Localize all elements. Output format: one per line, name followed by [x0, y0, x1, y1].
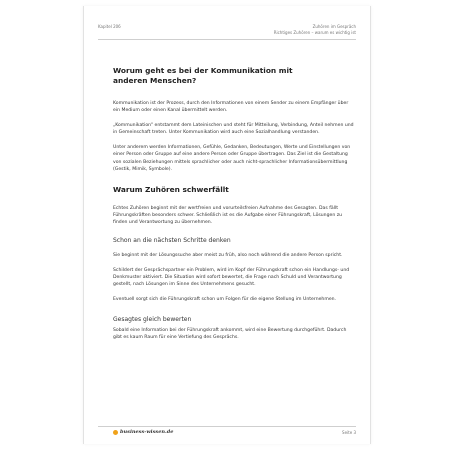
paragraph: Sobald eine Information bei der Führungskraft ankommt, wird eine Bewertung durchgeführt. Dadurch gibt es kaum Raum für eine Vertiefung des Gesprächs.: [113, 327, 347, 340]
brand-logo: [113, 429, 173, 435]
logo-dot-icon: [113, 430, 118, 435]
header-divider: [98, 39, 356, 40]
section-heading-kommunikation: Worum geht es bei der Kommunikation mit anderen Menschen?: [113, 66, 293, 85]
running-header: [274, 24, 356, 36]
paragraph: Unter anderem werden Informationen, Gefühle, Gedanken, Bedeutungen, Werte und Einstellungen von einer Person oder Gruppe auf eine andere Person oder Gruppe übertragen. Das Ziel ist die Gestaltung von sozialen Beziehungen mittels sprachlicher oder auch nicht-sprachlicher Informationsübermittlung (Gestik, Mimik, Symbole).: [113, 145, 351, 172]
paragraph: Schildert der Gesprächspartner ein Problem, wird im Kopf der Führungskraft schon ein Handlungs- und Denkmuster aktiviert. Die Situation wird sofort bewertet, die Frage nach Schuld und Verantwortung gestellt, nach Lösungen im Sinne des Unternehmens gesucht.: [113, 268, 350, 288]
footer-divider: [98, 426, 356, 427]
section-heading-zuhoeren: Warum Zuhören schwerfällt: [113, 184, 229, 194]
chapter-label: Kapitel 206: [98, 24, 121, 29]
page-number: Seite 3: [342, 430, 356, 435]
paragraph: Echtes Zuhören beginnt mit der wertfreien und vorurteilsfreien Aufnahme des Gesagten. Das fällt Führungskräften besonders schwer. Schließlich ist es die Aufgabe einer Führungskraft, Lösungen zu finden und Verantwortung zu übernehmen.: [113, 205, 343, 225]
logo-text: business-wissen.de: [120, 429, 174, 435]
paragraph: Sie beginnt mit der Lösungssuche aber meist zu früh, also noch während die andere Person spricht.: [113, 253, 343, 259]
page-content: [113, 66, 356, 341]
subsection-heading-naechste-schritte: Schon an die nächsten Schritte denken: [113, 237, 231, 245]
running-header-title: Zuhören im Gespräch: [312, 24, 356, 29]
subsection-heading-bewerten: Gesagtes gleich bewerten: [113, 315, 192, 323]
paragraph: „Kommunikation“ entstammt dem Lateinischen und steht für Mitteilung, Verbindung, Anteil nehmen und in Gemeinschaft treten. Unter Kommunikation wird auch eine Sozialhandlung verstanden.: [113, 123, 354, 136]
running-header-subtitle: Richtiges Zuhören – warum es wichtig ist: [273, 30, 356, 35]
paragraph: Eventuell sorgt sich die Führungskraft schon um Folgen für die eigene Stellung im Unternehmen.: [113, 297, 337, 303]
paragraph: Kommunikation ist der Prozess, durch den Informationen von einem Sender zu einem Empfänger über ein Medium oder einen Kanal übermittelt werden.: [113, 101, 349, 114]
document-page: [83, 6, 371, 444]
